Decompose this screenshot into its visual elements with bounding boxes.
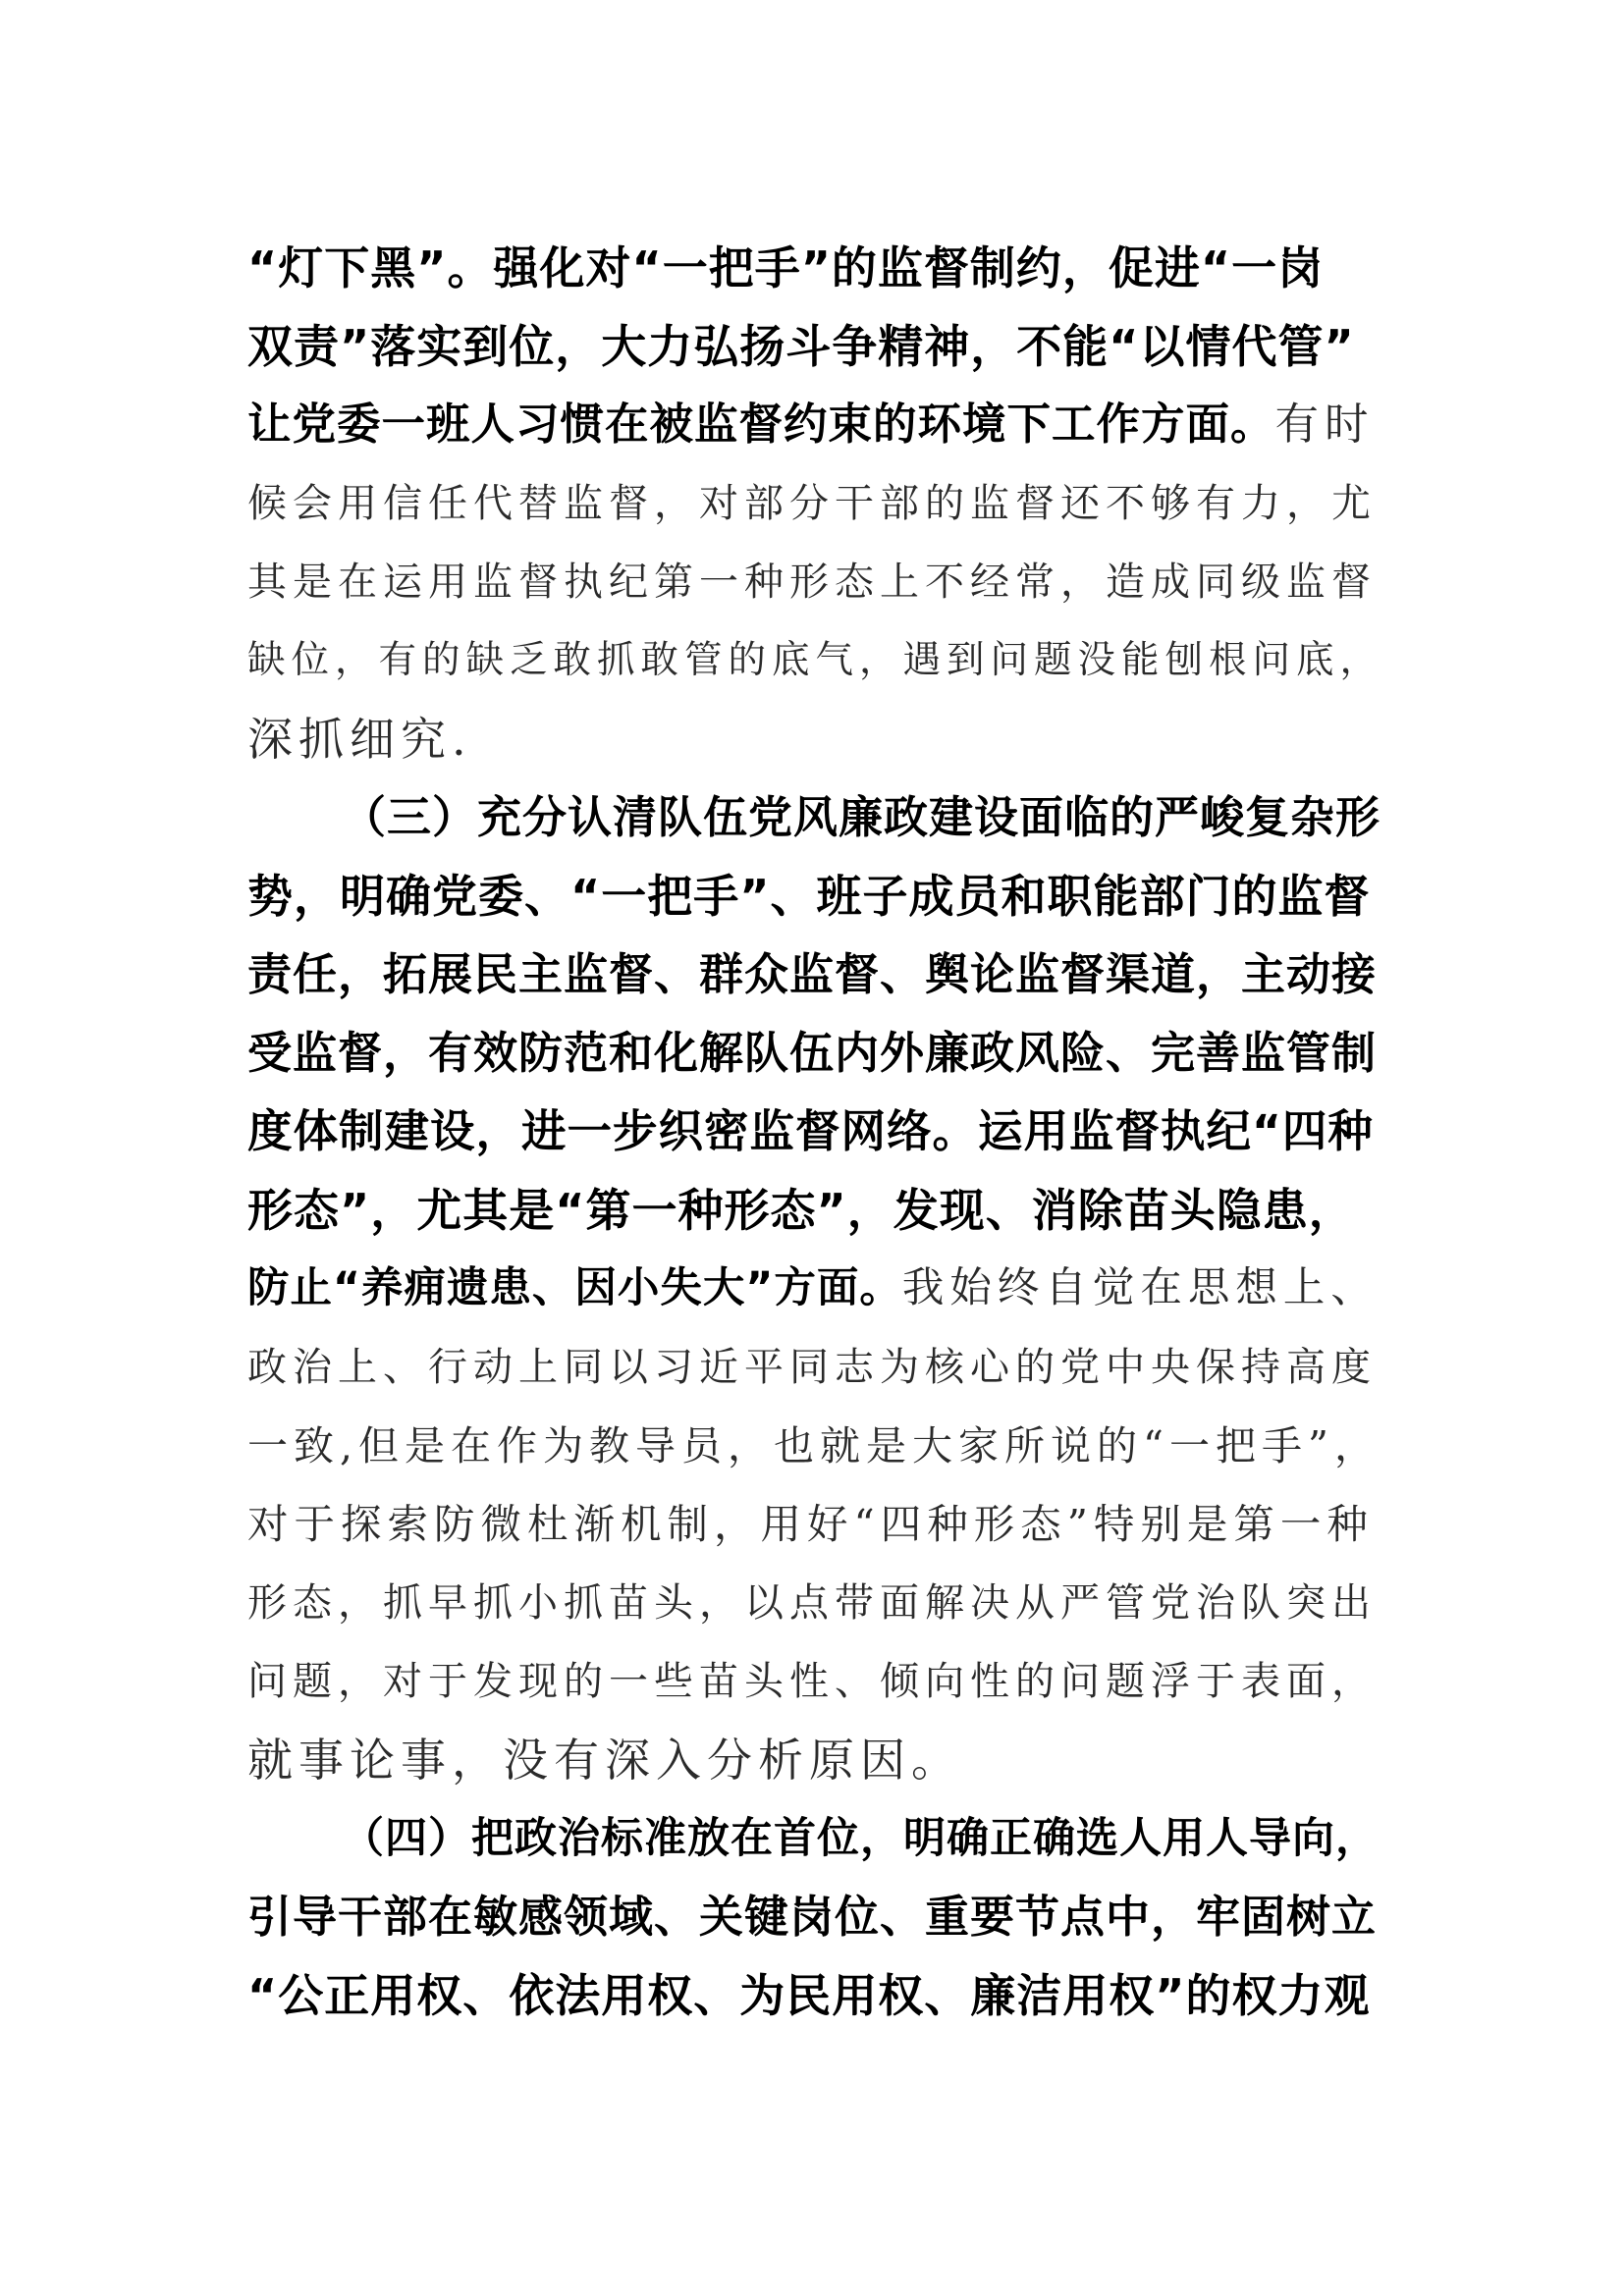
bold-text: （三）充分认清队伍党风廉政建设面临的严峻复杂形	[342, 791, 1381, 843]
text-line	[247, 1495, 1374, 1554]
bold-text: 双责”落实到位，大力弘扬斗争精神，不能“以情代管”	[247, 320, 1355, 373]
body-text: 其是在运用监督执纪第一种形态上不经常，造成同级监督	[247, 560, 1377, 605]
text-line	[247, 1731, 962, 1789]
bold-text: 形态”，尤其是“第一种形态”，发现、消除苗头隐患，	[247, 1184, 1355, 1237]
text-line	[247, 1024, 1377, 1083]
bold-text: （四）把政治标准放在首位，明确正确选人用人导向，	[342, 1814, 1379, 1863]
bold-text: 防止“养痈遗患、因小失大”方面。	[247, 1264, 902, 1312]
bold-text: 责任，拓展民主监督、群众监督、舆论监督渠道，主动接	[247, 948, 1378, 1000]
text-line	[247, 867, 1370, 926]
text-line	[247, 710, 472, 769]
body-text: 我始终自觉在思想上、	[901, 1264, 1379, 1312]
bold-text: “灯下黑”。强化对“一把手”的监督制约，促进“一岗	[247, 241, 1325, 294]
text-line	[247, 1888, 1377, 1947]
body-text: 政治上、行动上同以习近平同志为核心的党中央保持高度	[247, 1345, 1377, 1390]
body-text: 深抓细究.	[247, 713, 472, 766]
bold-text: “公正用权、依法用权、为民用权、廉洁用权”的权力观	[247, 1969, 1371, 2022]
text-line	[247, 945, 1377, 1004]
text-line	[247, 553, 1377, 612]
text-line	[247, 1416, 1380, 1475]
body-text: 一致,但是在作为教导员，也就是大家所说的“一把手”，	[247, 1422, 1380, 1469]
bold-text: 让党委一班人习惯在被监督约束的环境下工作方面。	[247, 400, 1275, 450]
text-line	[247, 1574, 1377, 1632]
text-line	[247, 239, 1324, 297]
text-line	[247, 1181, 1355, 1240]
section-heading-4	[342, 1809, 1379, 1868]
bold-text: 势，明确党委、“一把手”、班子成员和职能部门的监督	[247, 870, 1371, 923]
text-line	[247, 1259, 1379, 1318]
body-text: 问题，对于发现的一些苗头性、倾向性的问题浮于表面，	[247, 1659, 1377, 1704]
text-line	[247, 1338, 1377, 1397]
body-text: 对于探索防微杜渐机制，用好“四种形态”特别是第一种	[247, 1500, 1374, 1548]
text-line	[247, 396, 1375, 454]
text-line	[247, 1652, 1377, 1711]
text-line	[247, 631, 1383, 690]
body-text: 候会用信任代替监督，对部分干部的监督还不够有力，尤	[247, 481, 1377, 526]
body-text: 有时	[1274, 400, 1375, 450]
text-line	[247, 317, 1355, 376]
bold-text: 受监督，有效防范和化解队伍内外廉政风险、完善监管制	[247, 1027, 1378, 1079]
body-text: 缺位，有的缺乏敢抓敢管的底气，遇到问题没能刨根问底，	[247, 638, 1384, 682]
section-heading-3	[342, 788, 1380, 847]
bold-text: 度体制建设，进一步织密监督网络。运用监督执纪“四种	[247, 1105, 1374, 1157]
text-line	[247, 474, 1377, 533]
text-line	[247, 1102, 1374, 1161]
text-line	[247, 1966, 1370, 2025]
bold-text: 引导干部在敏感领域、关键岗位、重要节点中，牢固树立	[247, 1891, 1378, 1943]
body-text: 就事论事，没有深入分析原因。	[247, 1734, 962, 1787]
body-text: 形态，抓早抓小抓苗头，以点带面解决从严管党治队突出	[247, 1580, 1377, 1626]
